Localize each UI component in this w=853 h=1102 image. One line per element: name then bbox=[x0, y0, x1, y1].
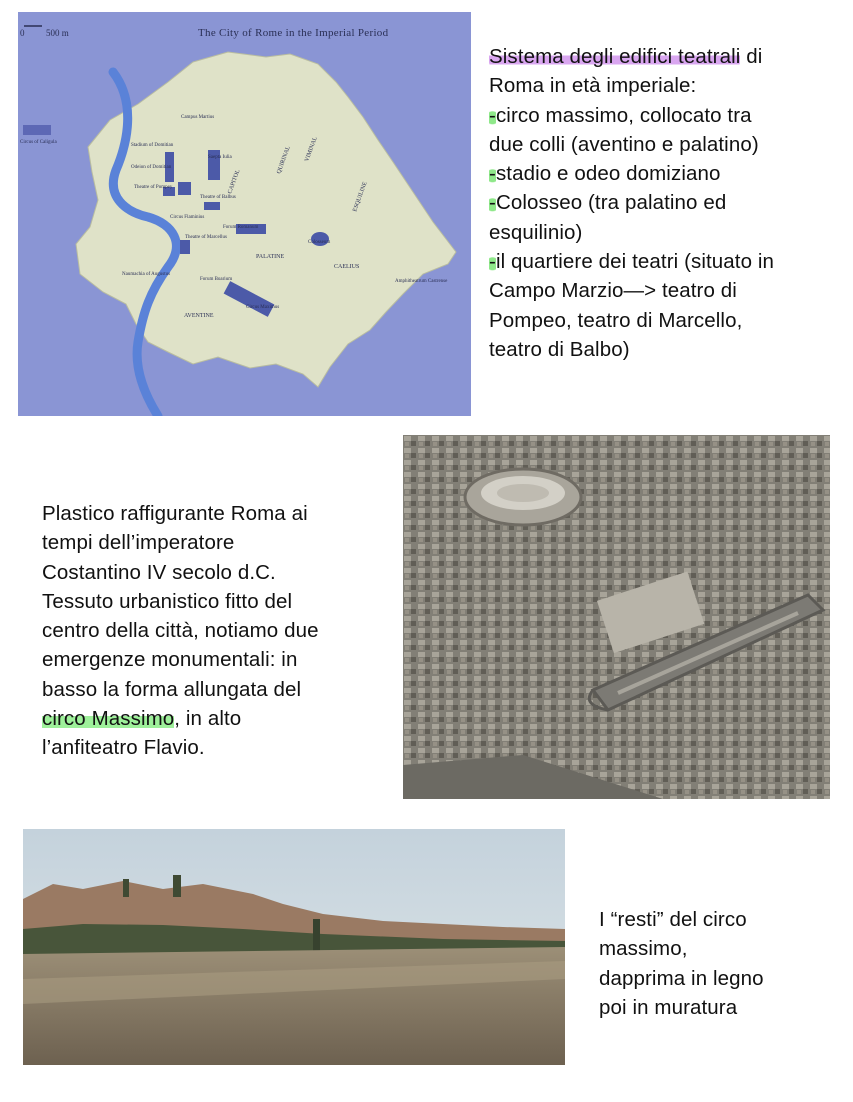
svg-text:Stadium of Domitian: Stadium of Domitian bbox=[131, 143, 174, 148]
paragraph-line: Costantino IV secolo d.C. bbox=[42, 560, 276, 584]
svg-text:Forum Boarium: Forum Boarium bbox=[200, 277, 233, 282]
theatre-system-text bbox=[489, 42, 844, 364]
list-item: -il quartiere dei teatri (situato in bbox=[489, 250, 775, 274]
svg-text:Colosseum: Colosseum bbox=[308, 240, 331, 245]
paragraph-line: dapprima in legno bbox=[599, 966, 764, 990]
list-item: esquilinio) bbox=[489, 220, 583, 244]
circus-remains-text bbox=[599, 905, 839, 1022]
paragraph-line: tempi dell’imperatore bbox=[42, 531, 235, 555]
svg-text:ESQUILINE: ESQUILINE bbox=[352, 181, 369, 213]
svg-text:Theatre of Balbus: Theatre of Balbus bbox=[200, 195, 236, 200]
svg-text:VIMINAL: VIMINAL bbox=[304, 136, 319, 163]
paragraph-line: circo Massimo, in alto bbox=[42, 707, 242, 731]
paragraph-line: Tessuto urbanistico fitto del bbox=[42, 589, 293, 613]
svg-text:500 m: 500 m bbox=[46, 28, 69, 38]
paragraph-line: I “resti” del circo bbox=[599, 908, 747, 931]
paragraph-line: centro della città, notiamo due bbox=[42, 619, 319, 643]
paragraph-line: l’anfiteatro Flavio. bbox=[42, 736, 205, 760]
list-item: -Colosseo (tra palatino ed bbox=[489, 191, 727, 215]
svg-text:CAELIUS: CAELIUS bbox=[334, 264, 360, 270]
svg-text:The City of Rome in the Imperi: The City of Rome in the Imperial Period bbox=[198, 27, 389, 39]
svg-text:0: 0 bbox=[20, 28, 25, 38]
svg-text:Circus of Caligula: Circus of Caligula bbox=[20, 140, 57, 145]
svg-text:AVENTINE: AVENTINE bbox=[184, 313, 214, 319]
list-item: teatro di Balbo) bbox=[489, 337, 630, 361]
rome-model-photo bbox=[403, 435, 830, 799]
paragraph-line: massimo, bbox=[599, 937, 688, 961]
paragraph-line: basso la forma allungata del bbox=[42, 677, 302, 701]
theatre-system-title: Sistema degli edifici teatrali di bbox=[489, 45, 763, 68]
list-item: Campo Marzio—> teatro di bbox=[489, 279, 737, 303]
svg-text:Circus Maximus: Circus Maximus bbox=[246, 305, 280, 310]
svg-text:Theatre of Pompey: Theatre of Pompey bbox=[134, 185, 173, 190]
paragraph-line: poi in muratura bbox=[599, 995, 738, 1019]
rome-imperial-map bbox=[18, 12, 471, 416]
svg-text:Forum Romanum: Forum Romanum bbox=[223, 225, 259, 230]
circus-maximus-photo bbox=[23, 829, 565, 1065]
theatre-system-subtitle: Roma in età imperiale: bbox=[489, 74, 697, 98]
list-item: -stadio e odeo domiziano bbox=[489, 162, 721, 186]
model-description-text bbox=[42, 499, 397, 763]
svg-text:Odeion of Domitian: Odeion of Domitian bbox=[131, 165, 172, 170]
list-item: due colli (aventino e palatino) bbox=[489, 132, 759, 156]
paragraph-line: Plastico raffigurante Roma ai bbox=[42, 502, 308, 525]
svg-text:Campus Martius: Campus Martius bbox=[181, 115, 215, 120]
svg-text:Theatre of Marcellus: Theatre of Marcellus bbox=[185, 235, 227, 240]
list-item: -circo massimo, collocato tra bbox=[489, 103, 752, 127]
svg-text:CAPITOL: CAPITOL bbox=[227, 168, 242, 195]
paragraph-line: emergenze monumentali: in bbox=[42, 648, 298, 672]
svg-text:PALATINE: PALATINE bbox=[256, 254, 285, 260]
svg-text:Saepta Iulia: Saepta Iulia bbox=[208, 155, 232, 160]
svg-text:Circus Flaminius: Circus Flaminius bbox=[170, 215, 205, 220]
svg-text:Amphitheatrum Castrense: Amphitheatrum Castrense bbox=[395, 279, 448, 284]
svg-text:Naumachia of Augustus: Naumachia of Augustus bbox=[122, 272, 171, 277]
list-item: Pompeo, teatro di Marcello, bbox=[489, 308, 743, 332]
svg-text:QUIRINAL: QUIRINAL bbox=[276, 145, 292, 175]
